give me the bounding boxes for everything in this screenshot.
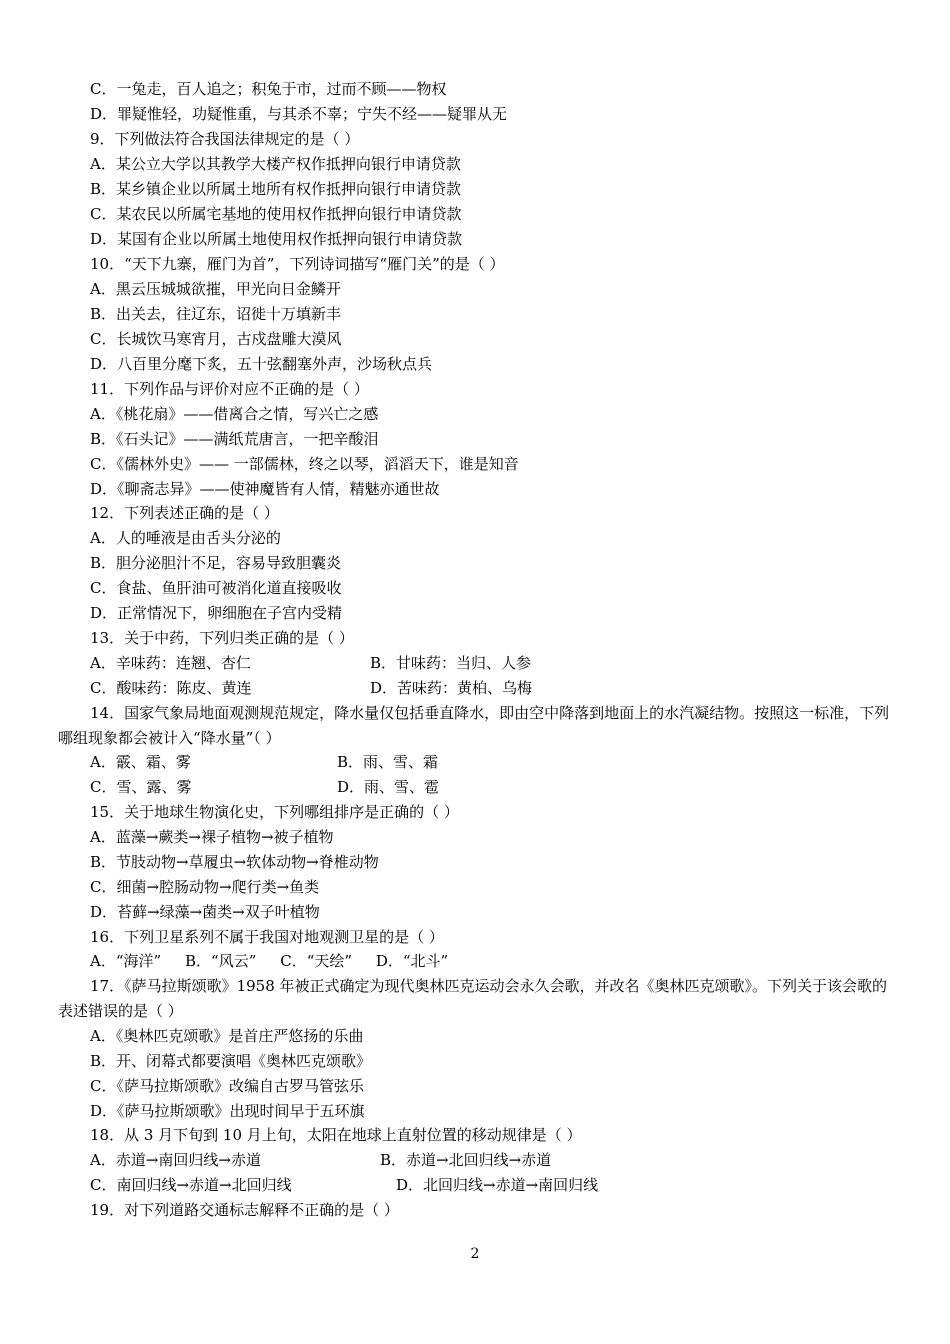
q11-option-a: A．《桃花扇》——借离合之情，写兴亡之感 [90, 405, 379, 423]
q10-option-b: B．出关去，往辽东，诏徙十万填新丰 [90, 305, 342, 323]
q19-stem: 19．对下列道路交通标志解释不正确的是（ ） [90, 1201, 399, 1219]
q16-options: A．“海洋” B．“风云” C．“天绘” D．“北斗” [90, 952, 449, 970]
q10-option-a: A．黑云压城城欲摧，甲光向日金鳞开 [90, 280, 341, 298]
q15-option-c: C．细菌→腔肠动物→爬行类→鱼类 [90, 878, 320, 896]
q15-option-a: A．蓝藻→蕨类→裸子植物→被子植物 [90, 828, 334, 846]
q17-option-b: B．开、闭幕式都要演唱《奥林匹克颂歌》 [90, 1052, 372, 1070]
q18-option-d: D．北回归线→赤道→南回归线 [396, 1176, 599, 1194]
q17-option-c: C．《萨马拉斯颂歌》改编自古罗马管弦乐 [90, 1077, 364, 1095]
page-number: 2 [470, 1246, 480, 1262]
q8-option-c: C．一兔走，百人追之；积兔于市，过而不顾——物权 [90, 80, 447, 98]
q13-option-c: C．酸味药：陈皮、黄连 [90, 679, 252, 697]
q14-option-b: B．雨、雪、霜 [337, 753, 439, 771]
q9-stem: 9．下列做法符合我国法律规定的是（ ） [90, 130, 360, 148]
q15-option-d: D．苔藓→绿藻→菌类→双子叶植物 [90, 903, 320, 921]
q13-option-b: B．甘味药：当归、人参 [370, 654, 532, 672]
q17-option-d: D．《萨马拉斯颂歌》出现时间早于五环旗 [90, 1102, 365, 1120]
q18-stem: 18．从 3 月下旬到 10 月上旬，太阳在地球上直射位置的移动规律是（ ） [90, 1126, 582, 1144]
q10-option-c: C．长城饮马寒宵月，古戍盘雕大漠风 [90, 330, 342, 348]
q11-option-b: B．《石头记》——满纸荒唐言，一把辛酸泪 [90, 430, 379, 448]
q10-stem: 10．“天下九寨，雁门为首”，下列诗词描写“雁门关”的是（ ） [90, 255, 505, 273]
q11-option-c: C．《儒林外史》—— 一部儒林，终之以琴，滔滔天下，谁是知音 [90, 455, 519, 473]
q8-option-d: D．罪疑惟轻，功疑惟重，与其杀不辜；宁失不经——疑罪从无 [90, 105, 508, 123]
q10-option-d: D．八百里分麾下炙，五十弦翻塞外声，沙场秋点兵 [90, 355, 433, 373]
q18-option-b: B．赤道→北回归线→赤道 [380, 1151, 552, 1169]
q18-option-c: C．南回归线→赤道→北回归线 [90, 1176, 292, 1194]
q11-option-d: D．《聊斋志异》——使神魔皆有人情，精魅亦通世故 [90, 480, 440, 498]
q13-option-d: D．苦味药：黄柏、乌梅 [370, 679, 533, 697]
q14-stem: 14．国家气象局地面观测规范规定，降水量仅包括垂直降水，即由空中降落到地面上的水汽凝结物。按照这一标准，下列哪组现象都会被计入“降水量”（ ） [58, 704, 890, 747]
q9-option-a: A．某公立大学以其教学大楼产权作抵押向银行申请贷款 [90, 155, 461, 173]
q12-option-a: A．人的唾液是由舌头分泌的 [90, 529, 281, 547]
q17-stem: 17．《萨马拉斯颂歌》1958 年被正式确定为现代奥林匹克运动会永久会歌，并改名《奥林匹克颂歌》。下列关于该会歌的表述错误的是（ ） [58, 977, 888, 1020]
q12-option-d: D．正常情况下，卵细胞在子宫内受精 [90, 604, 343, 622]
q15-stem: 15．关于地球生物演化史，下列哪组排序是正确的（ ） [90, 803, 459, 821]
q12-option-c: C．食盐、鱼肝油可被消化道直接吸收 [90, 579, 342, 597]
q9-option-d: D．某国有企业以所属土地使用权作抵押向银行申请贷款 [90, 230, 463, 248]
q9-option-c: C．某农民以所属宅基地的使用权作抵押向银行申请贷款 [90, 205, 462, 223]
q14-option-d: D．雨、雪、雹 [337, 778, 440, 796]
q13-option-a: A．辛味药：连翘、杏仁 [90, 654, 251, 672]
q13-stem: 13．关于中药，下列归类正确的是（ ） [90, 629, 354, 647]
q16-stem: 16．下列卫星系列不属于我国对地观测卫星的是（ ） [90, 928, 444, 946]
q18-option-a: A．赤道→南回归线→赤道 [90, 1151, 261, 1169]
q14-option-c: C．雪、露、雾 [90, 778, 192, 796]
q15-option-b: B．节肢动物→草履虫→软体动物→脊椎动物 [90, 853, 379, 871]
q9-option-b: B．某乡镇企业以所属土地所有权作抵押向银行申请贷款 [90, 180, 462, 198]
q17-option-a: A．《奥林匹克颂歌》是首庄严悠扬的乐曲 [90, 1027, 364, 1045]
q11-stem: 11．下列作品与评价对应不正确的是（ ） [90, 380, 369, 398]
q12-option-b: B．胆分泌胆汁不足，容易导致胆囊炎 [90, 554, 342, 572]
q14-option-a: A．霰、霜、雾 [90, 753, 191, 771]
q12-stem: 12．下列表述正确的是（ ） [90, 504, 279, 522]
